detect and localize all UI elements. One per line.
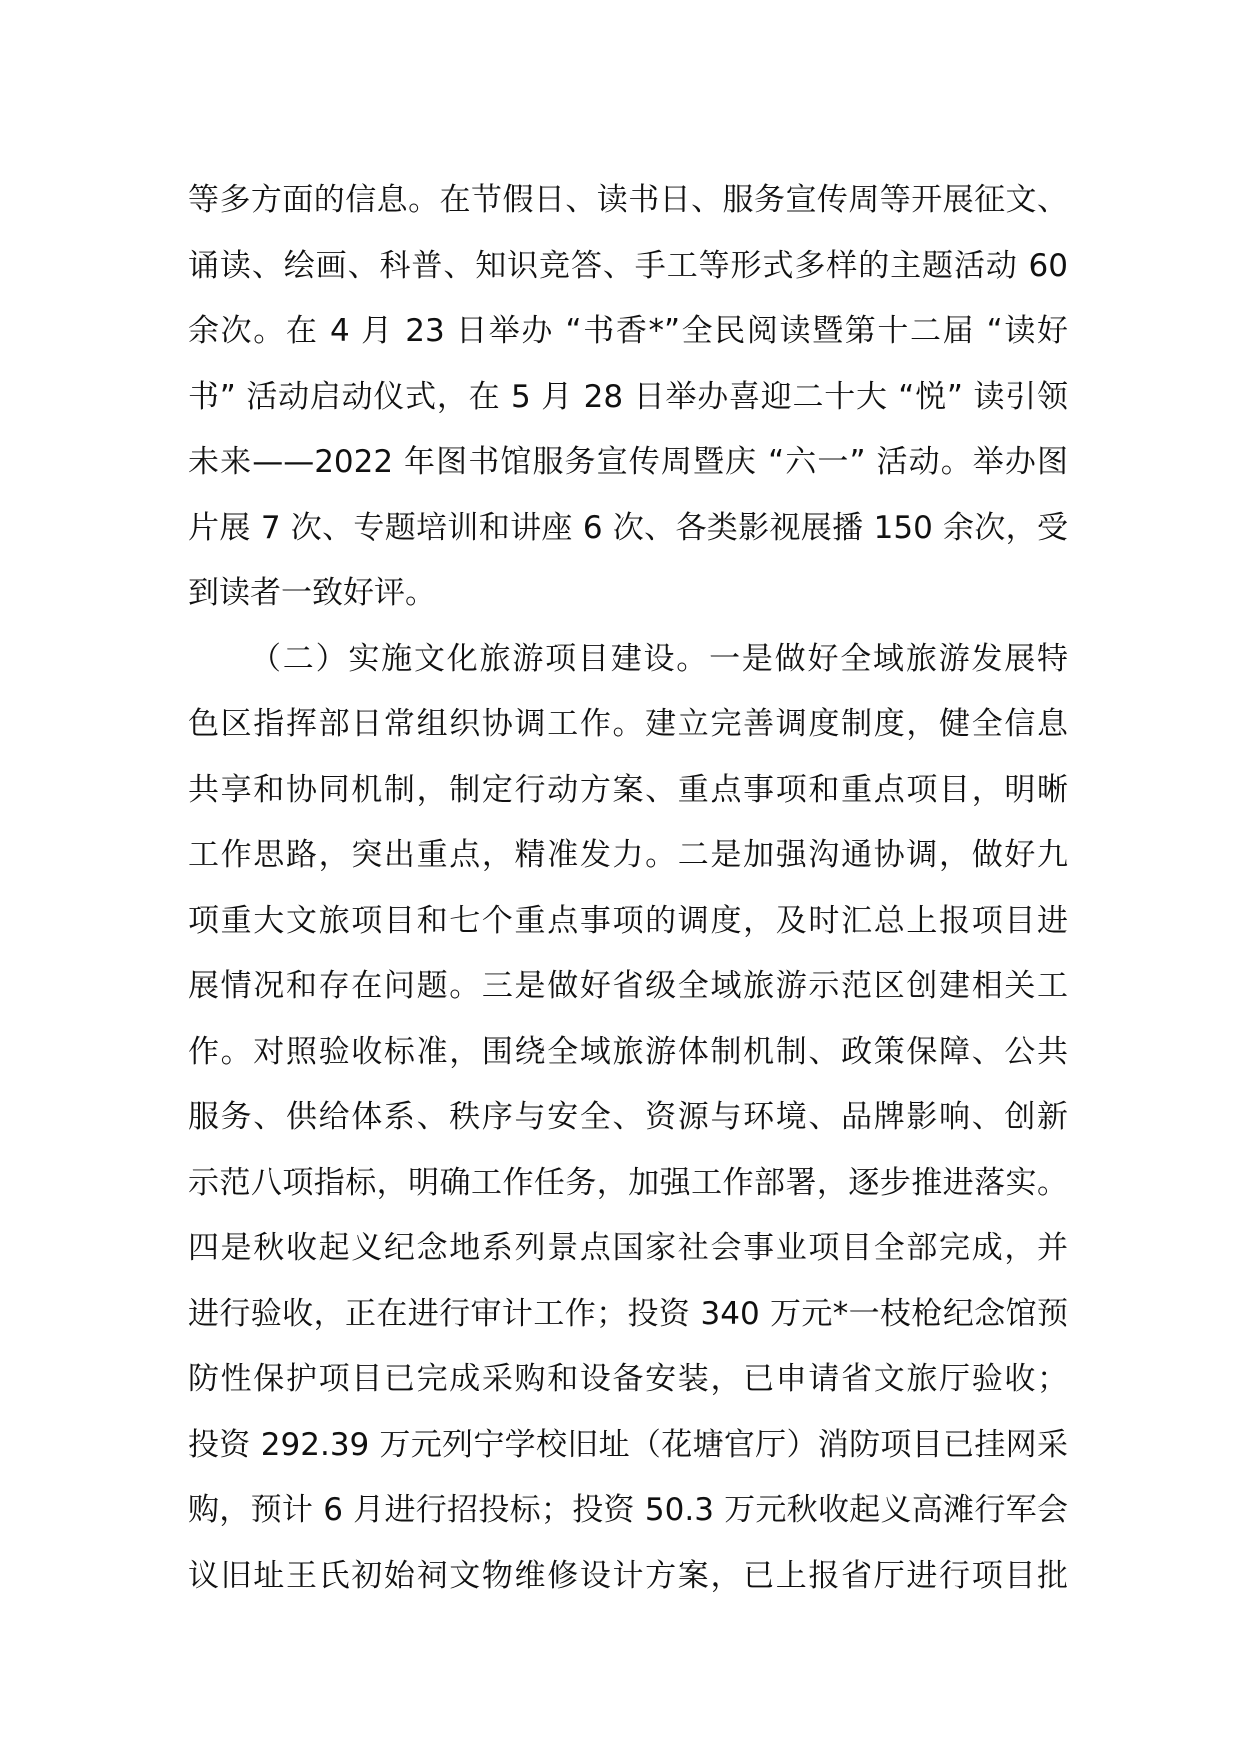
text-line: 展情况和存在问题。三是做好省级全域旅游示范区创建相关工 (188, 968, 1068, 1004)
text-line: 投资 292.39 万元列宁学校旧址（花塘官厅）消防项目已挂网采 (188, 1426, 1068, 1463)
section-heading-line: （二）实施文化旅游项目建设。一是做好全域旅游发展特 (250, 640, 1068, 677)
body-text (188, 168, 1068, 1609)
text-line: 四是秋收起义纪念地系列景点国家社会事业项目全部完成，并 (188, 1230, 1068, 1266)
text-line: 示范八项指标，明确工作任务，加强工作部署，逐步推进落实。 (188, 1164, 1068, 1201)
text-line: 诵读、绘画、科普、知识竞答、手工等形式多样的主题活动 60 (188, 247, 1068, 284)
text-line: 项重大文旅项目和七个重点事项的调度，及时汇总上报项目进 (188, 902, 1068, 939)
text-line: 未来——2022 年图书馆服务宣传周暨庆 “六一” 活动。举办图 (188, 444, 1068, 480)
text-line: 到读者一致好评。 (188, 575, 436, 611)
text-line: 购，预计 6 月进行招投标；投资 50.3 万元秋收起义高滩行军会 (188, 1492, 1068, 1528)
text-line: 余次。在 4 月 23 日举办 “书香*”全民阅读暨第十二届 “读好 (188, 313, 1068, 349)
text-line: 作。对照验收标准，围绕全域旅游体制机制、政策保障、公共 (188, 1033, 1068, 1070)
text-line: 议旧址王氏初始祠文物维修设计方案，已上报省厅进行项目批 (188, 1557, 1068, 1594)
text-line: 片展 7 次、专题培训和讲座 6 次、各类影视展播 150 余次，受 (188, 509, 1068, 546)
text-line: 服务、供给体系、秩序与安全、资源与环境、品牌影响、创新 (188, 1099, 1068, 1135)
text-line: 共享和协同机制，制定行动方案、重点事项和重点项目，明晰 (188, 771, 1068, 808)
text-line: 书” 活动启动仪式，在 5 月 28 日举办喜迎二十大 “悦” 读引领 (188, 378, 1068, 415)
text-line: 等多方面的信息。在节假日、读书日、服务宣传周等开展征文、 (188, 182, 1068, 218)
text-line: 防性保护项目已完成采购和设备安装，已申请省文旅厅验收； (188, 1361, 1068, 1397)
text-line: 工作思路，突出重点，精准发力。二是加强沟通协调，做好九 (188, 837, 1068, 873)
text-line: 色区指挥部日常组织协调工作。建立完善调度制度，健全信息 (188, 706, 1068, 742)
text-line: 进行验收，正在进行审计工作；投资 340 万元*一枝枪纪念馆预 (188, 1295, 1068, 1332)
